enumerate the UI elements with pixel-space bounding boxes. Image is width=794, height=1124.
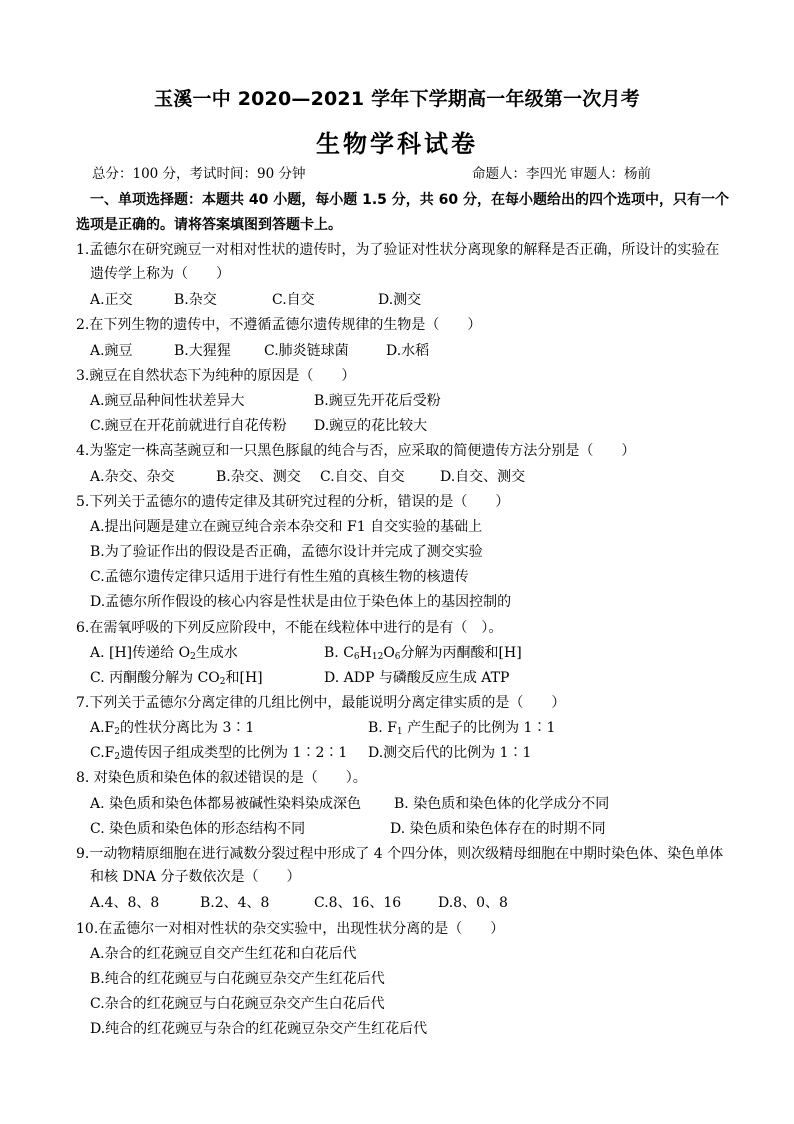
question-3-stem: 3.豌豆在自然状态下为纯种的原因是（ ） xyxy=(76,368,356,384)
question-1-option-c: C.自交 xyxy=(272,292,315,308)
question-5-stem: 5.下列关于孟德尔的遗传定律及其研究过程的分析，错误的是（ ） xyxy=(76,494,510,510)
question-2-option-d: D.水稻 xyxy=(386,343,430,359)
question-6-stem: 6.在需氧呼吸的下列反应阶段中，不能在线粒体中进行的是有（ ）。 xyxy=(76,620,503,636)
question-7-option-a: $A.F_2$的性状分离比为 3∶1 xyxy=(90,720,255,737)
question-9-option-c: C.8、16、16 xyxy=(314,895,402,911)
question-8-option-a: A. 染色质和染色体都易被碱性染料染成深色 xyxy=(90,796,362,812)
question-5-option-d: D.孟德尔所作假设的核心内容是性状是由位于染色体上的基因控制的 xyxy=(90,594,512,610)
question-1-option-b: B.杂交 xyxy=(174,292,217,308)
section-instructions-line2: 选项是正确的。请将答案填图到答题卡上。 xyxy=(76,217,342,233)
question-1-stem-cont: 遗传学上称为（ ） xyxy=(90,266,230,282)
exam-meta-reviewer: 审题人：杨前 xyxy=(570,166,651,182)
question-6-option-a: A. [H]传递给 $O_2$生成水 xyxy=(90,645,238,662)
question-10-option-b: B.纯合的红花豌豆与白花豌豆杂交产生红花后代 xyxy=(90,971,385,987)
question-6-option-d: D. ADP 与磷酸反应生成 ATP xyxy=(324,670,510,686)
question-3-option-c: C.豌豆在开花前就进行自花传粉 xyxy=(90,418,287,434)
question-9-option-d: D.8、0、8 xyxy=(438,895,508,911)
question-4-stem: 4.为鉴定一株高茎豌豆和一只黑色豚鼠的纯合与否，应采取的简便遗传方法分别是（ ） xyxy=(76,443,636,459)
exam-subtitle: 生物学科试卷 xyxy=(316,130,478,158)
question-1-option-a: A.正交 xyxy=(90,292,133,308)
question-4-option-b: B.杂交、测交 xyxy=(216,469,301,485)
question-5-option-a: A.提出问题是建立在豌豆纯合亲本杂交和 F1 自交实验的基础上 xyxy=(90,519,483,535)
question-8-stem: 8. 对染色质和染色体的叙述错误的是（ ）。 xyxy=(76,770,367,786)
question-8-option-d: D. 染色质和染色体存在的时期不同 xyxy=(390,821,606,837)
question-3-option-d: D.豌豆的花比较大 xyxy=(314,418,428,434)
question-2-stem: 2.在下列生物的遗传中，不遵循孟德尔遗传规律的生物是（ ） xyxy=(76,317,482,333)
exam-meta-author: 命题人：李四光 xyxy=(472,166,567,182)
question-9-option-a: A.4、8、8 xyxy=(90,895,160,911)
question-4-option-d: D.自交、测交 xyxy=(440,469,526,485)
question-7-option-b: B. $F_1$ 产生配子的比例为 1∶1 xyxy=(368,720,556,737)
question-4-option-a: A.杂交、杂交 xyxy=(90,469,175,485)
question-6-option-c: C. 丙酮酸分解为 $CO_2$和[H] xyxy=(90,670,263,687)
question-10-option-c: C.杂合的红花豌豆与白花豌豆杂交产生白花后代 xyxy=(90,996,385,1012)
question-8-option-b: B. 染色质和染色体的化学成分不同 xyxy=(394,796,610,812)
question-10-option-a: A.杂合的红花豌豆自交产生红花和白花后代 xyxy=(90,946,357,962)
question-7-option-c: $C.F_2$遗传因子组成类型的比例为 1∶2∶1 xyxy=(90,745,348,762)
question-9-stem-cont: 和核 DNA 分子数依次是（ ） xyxy=(90,869,301,885)
question-5-option-b: B.为了验证作出的假设是否正确，孟德尔设计并完成了测交实验 xyxy=(90,544,483,560)
question-3-option-b: B.豌豆先开花后受粉 xyxy=(314,393,441,409)
question-10-stem: 10.在孟德尔一对相对性状的杂交实验中，出现性状分离的是（ ） xyxy=(76,921,505,937)
question-9-stem: 9.一动物精原细胞在进行减数分裂过程中形成了 4 个四分体，则次级精母细胞在中期时染色体、染色单体 xyxy=(76,846,724,862)
question-10-option-d: D.纯合的红花豌豆与杂合的红花豌豆杂交产生红花后代 xyxy=(90,1021,428,1037)
question-6-option-b: B. $C_6H_{12}O_6$分解为丙酮酸和[H] xyxy=(324,645,522,662)
question-4-option-c: C.自交、自交 xyxy=(320,469,405,485)
question-8-option-c: C. 染色质和染色体的形态结构不同 xyxy=(90,821,306,837)
exam-meta-total: 总分：100 分，考试时间：90 分钟 xyxy=(92,166,306,182)
question-5-option-c: C.孟德尔遗传定律只适用于进行有性生殖的真核生物的核遗传 xyxy=(90,569,469,585)
exam-title: 玉溪一中 2020—2021 学年下学期高一年级第一次月考 xyxy=(154,88,640,110)
question-2-option-c: C.肺炎链球菌 xyxy=(264,343,349,359)
question-1-option-d: D.测交 xyxy=(378,292,422,308)
question-2-option-a: A.豌豆 xyxy=(90,343,133,359)
question-9-option-b: B.2、4、8 xyxy=(200,895,270,911)
question-2-option-b: B.大猩猩 xyxy=(174,343,231,359)
question-7-stem: 7.下列关于孟德尔分离定律的几组比例中，最能说明分离定律实质的是（ ） xyxy=(76,695,566,711)
section-instructions-line1: 一、单项选择题：本题共 40 小题，每小题 1.5 分，共 60 分，在每小题给出的四个选项中，只有一个 xyxy=(90,192,730,208)
question-1-stem: 1.孟德尔在研究豌豆一对相对性状的遗传时，为了验证对性状分离现象的解释是否正确，所设计的实验在 xyxy=(76,242,720,258)
question-3-option-a: A.豌豆品种间性状差异大 xyxy=(90,393,245,409)
question-7-option-d: D.测交后代的比例为 1∶1 xyxy=(368,745,532,761)
